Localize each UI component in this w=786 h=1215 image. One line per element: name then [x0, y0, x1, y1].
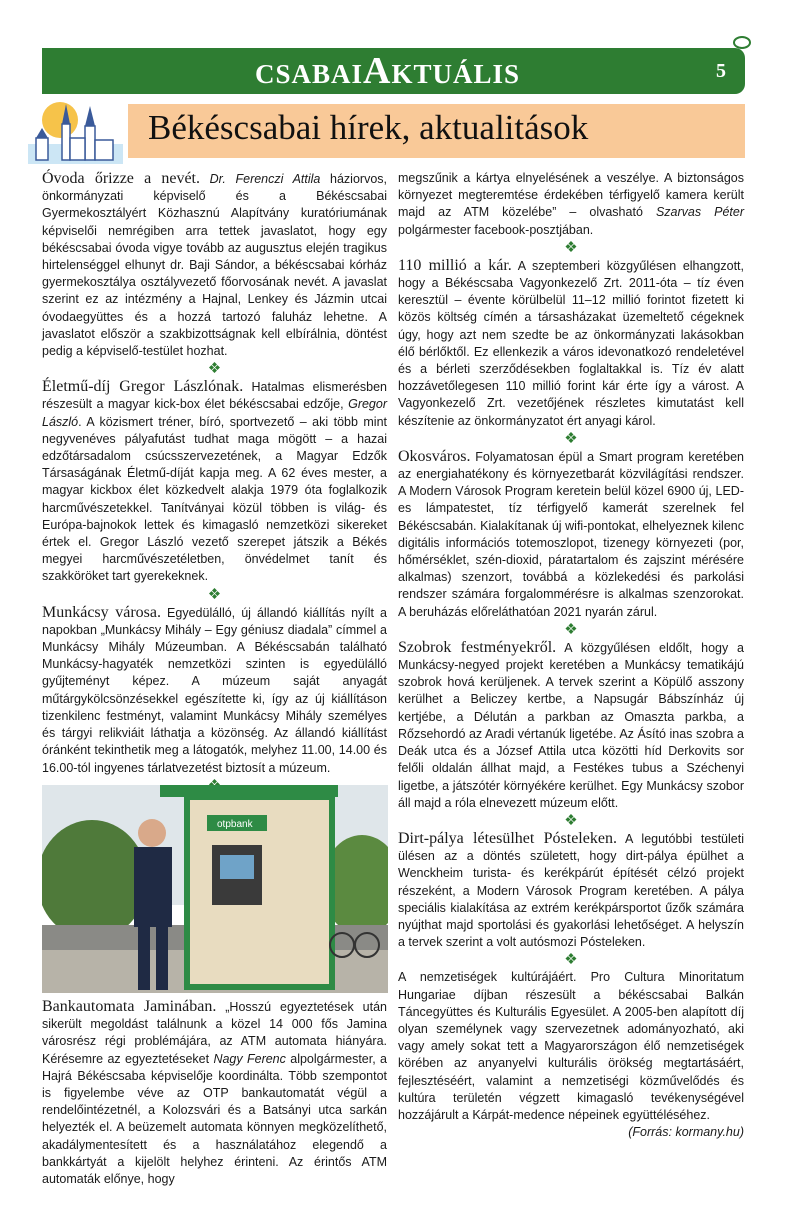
church-logo-icon: [20, 98, 130, 168]
article-text: háziorvos, önkormányzati képviselő és a Békéscsabai Gyermekosztályért Közhasznú Alapítvány kuratóriumának képviselői nemrégiben arra tettek javaslatot, hogy egy békéscsabai óvoda vigye tovább az augusztus elején tragikus hirtelenséggel elhunyt dr. Baji Sándor, a békéscsabai kórház gyermekosztálya osztályvezető főorvosának nevét. A javaslat szerint ez az intézmény a Hajnal, Lenkey és Jázmin utcai óvodaegyüttes és a hozzá tartozó faluház lehetne. A javaslatot először a szakbizottságnak kell elbírálnia, döntést pedig a képviselő-testület hozhat.: [42, 172, 388, 359]
page-title: Békéscsabai hírek, aktualitások: [148, 108, 589, 147]
article-dirt-palya: [398, 830, 744, 951]
article-heading: Munkácsy városa.: [42, 603, 161, 621]
article-heading: 110 millió a kár.: [398, 256, 512, 274]
left-column-bottom: [42, 998, 387, 1188]
article-text: megszűnik a kártya elnyelésének a veszélye. A biztonságos környezet megteremtése érdekében térfigyelő kamera került majd az ATM közelébe” – olvasható: [398, 171, 744, 220]
article-text: . A közismert tréner, bíró, sportvezető – aki több mint negyvenéves pályafutást tudhat maga mögött – a hazai edzőtársadalom csúcsszervezetének, a Magyar Edzők Társaságának Életmű-díját kapja meg. A 62 éves mester, a magyar kickbox élet közkedvelt alakja 1979 óta foglalkozik harcművészetekkel. Tanítványai közül többen is világ- és Európa-bajnokok lettek és kimagasló nemzetközi sikereket értek el. Gregor László vezető szerepet játszik a Békés megyei harcművészetéletben, önvédelmet tanít és szakköröket tart gyerekeknek.: [42, 414, 387, 584]
brand-part-3: KTUÁLIS: [391, 59, 521, 89]
separator-icon: ❖: [564, 811, 578, 829]
separator-icon: ❖: [564, 429, 578, 447]
article-text: [200, 172, 210, 186]
article-text: Hatalmas elismerésben részesült a magyar kick-box élet békéscsabai edzője,: [42, 380, 387, 412]
article-heading: Okosváros.: [398, 447, 471, 465]
person-name: Dr. Ferenczi Attila: [209, 172, 321, 186]
article-atm-continued: [398, 170, 744, 239]
article-kar: [398, 257, 744, 430]
brand-part-2: A: [363, 50, 392, 92]
article-heading: Életmű-díj Gregor Lászlónak.: [42, 378, 244, 396]
article-text: „Hosszú egyeztetések után sikerült megoldást találnunk a közel 14 000 fős Jamina városrész régi problémájára, az ATM automata hiányára. Kérésemre az egyeztetéseket: [42, 1000, 387, 1066]
separator-icon: ❖: [207, 585, 222, 603]
article-culture: [398, 969, 744, 1140]
brand-part-1: CSABAI: [255, 59, 364, 89]
separator-icon: ❖: [564, 238, 578, 256]
article-heading: Szobrok festményekről.: [398, 638, 557, 656]
article-heading: Óvoda őrizze a nevét.: [42, 170, 200, 187]
article-text: alpolgármester, a Hajrá Békéscsaba képviselője koordinálta. Több szempontot is figyelembe véve az OTP bankautomatát végül a rendelőintézetnél, a Kolozsvári és a Batsányi utca sarkán helyezték el. A beüzemelt automata könnyen megközelíthető, akadálymentesített és a használatához elegendő a bankkártyát a kijelölt helyhez érinteni. Az érintős ATM automaták előnye, hogy: [42, 1051, 387, 1187]
article-text: A szeptemberi közgyűlésen elhangzott, hogy a Békéscsaba Vagyonkezelő Zrt. 2011-óta – tíz éven keresztül – évente körülbelül 11–12 millió forintot fizetett ki közös költség címén a társasházakat üzemeltető cégeknek úgy, hogy azt nem szedte be az önkormányzati lakásokban élő bérlőktől. Ez ellenkezik a város idevonatkozó rendeletével és a bérleti szerződésekben foglaltakkal is. Tíz év alatt hozzávetőlegesen 110 millió forint kár érte így a várost. A Vagyonkezelő Zrt. vezetőjének részletes kimutatást kell készítenie az önkormányzatot ért anyagi károl.: [398, 258, 744, 428]
source-credit: (Forrás: kormany.hu): [628, 1125, 744, 1140]
article-atm: [42, 998, 387, 1188]
article-ovoda: [42, 170, 387, 360]
article-text: Folyamatosan épül a Smart program keretében az energiahatékony és környezetbarát közvilágítási rendszer. A Modern Városok Program keretein belül közel 6900 új, LED-es lámpatestet, tíz térfigyelő kamerát szerelnek fel Békéscsabán. Kialakítanak új wifi-pontokat, elhelyeznek kilenc digitális információs totemoszlopot, tizenegy környezeti (por, hőmérséklet, szén-dioxid, páratartalom és zajszint mérésére alkalmas) szenzort, továbbá a közlekedési és parkolási rendszer számára forgalommérésre is alkalmas szenzorokat. A beruházás előreláthatóan 2021 nyarán zárul.: [398, 449, 744, 619]
person-name: Nagy Ferenc: [213, 1051, 286, 1066]
article-text: A nemzetiségek kultúrájáért. Pro Cultura Minoritatum Hungariae díjban részesült a békéscsabai Balkán Táncegyüttes és Kulturális Egyesület. A 2005-ben alapított díj olyan személynek vagy szervezetnek adományozható, aki vagy amely sokat tett a Magyarországon élő nemzetiségek körében az anyanyelvi kulturális örökség megtartásáért, fejlesztéséért, valamint a nemzetiségi közművelődés és kultúra területén végzett kimagasló tevékenységével hozzájárult a Kárpát-medence népeinek együttéléséhez.: [398, 970, 744, 1122]
separator-icon: ❖: [564, 951, 578, 969]
right-column: [398, 170, 744, 1141]
separator-icon: ❖: [564, 620, 578, 638]
article-text: polgármester facebook-posztjában.: [398, 222, 594, 237]
left-column: [42, 170, 387, 795]
separator-icon: ❖: [207, 360, 222, 378]
article-text: A legutóbbi testületi ülésen az a döntés született, hogy dirt-pálya épülhet a Wenckheim turista- és kerékpárút építését célzó projekt részeként, a Modern Városok Program keretében. A pálya speciális kialakítása az extrém kerékpársportot űzők számára nyújthat majd sportolási és gyakorlási lehetőséget. A helyszín a tervek szerint a volt autósmozi Pósteleken.: [398, 831, 744, 950]
person-name: Szarvas Péter: [655, 205, 745, 220]
article-gregor: [42, 378, 387, 585]
atm-photo: [42, 785, 388, 993]
article-heading: Dirt-pálya létesülhet Pósteleken.: [398, 829, 617, 847]
article-text: Egyedülálló, új állandó kiállítás nyílt a napokban „Munkácsy Mihály – Egy géniusz diadala” címmel a Munkácsy Mihály Múzeumban. A Békéscsabán található Munkácsy-hagyaték nemzetközi szinten is egyedülálló gyűjteményt képez. A múzeum saját anyagát műtárgykölcsönzésekkel egészítette ki, így az új kiállításon tizenkilenc festményt, valamint Munkácsy Mihály személyes és tárgyi relikviáit láthatja a közönség. Az állandó kiállítást óránként tekinthetik meg a látogatók, melyhez 11.00, 14.00 és 16.00-tól ingyenes tárlatvezetést biztosít a múzeum.: [42, 605, 387, 775]
article-text: A közgyűlésen eldőlt, hogy a Munkácsy-negyed projekt keretében a Munkácsy tematikájú szobrok hová kerüljenek. A tervek szerint a Köpülő asszony kerülhet a Beliczey kertbe, a Napsugár Bábszínház új kertjébe, a Délután a parkban az Omaszta parkba, a Rőzsehordó az Aradi vértanúk ligetébe. Az Ásító inas szobra a Deák utca és a József Attila utca közötti híd Derkovits sor felőli oldalán állhat majd, a Festékes tubus a Széchenyi ligetbe, a játszótér környékére kerülhet. Egy Munkácsy szobor áll majd a róla elnevezett múzeum előtt.: [398, 640, 744, 810]
article-heading: Bankautomata Jaminában.: [42, 998, 217, 1015]
atm-brand-label: otpbank: [217, 819, 253, 830]
person-name: Gregor László: [42, 397, 387, 429]
article-munkacsy: [42, 604, 387, 777]
article-okosvaros: [398, 448, 744, 621]
magazine-title: [255, 50, 520, 100]
page-number: 5: [716, 60, 726, 82]
article-szobrok: [398, 639, 744, 812]
